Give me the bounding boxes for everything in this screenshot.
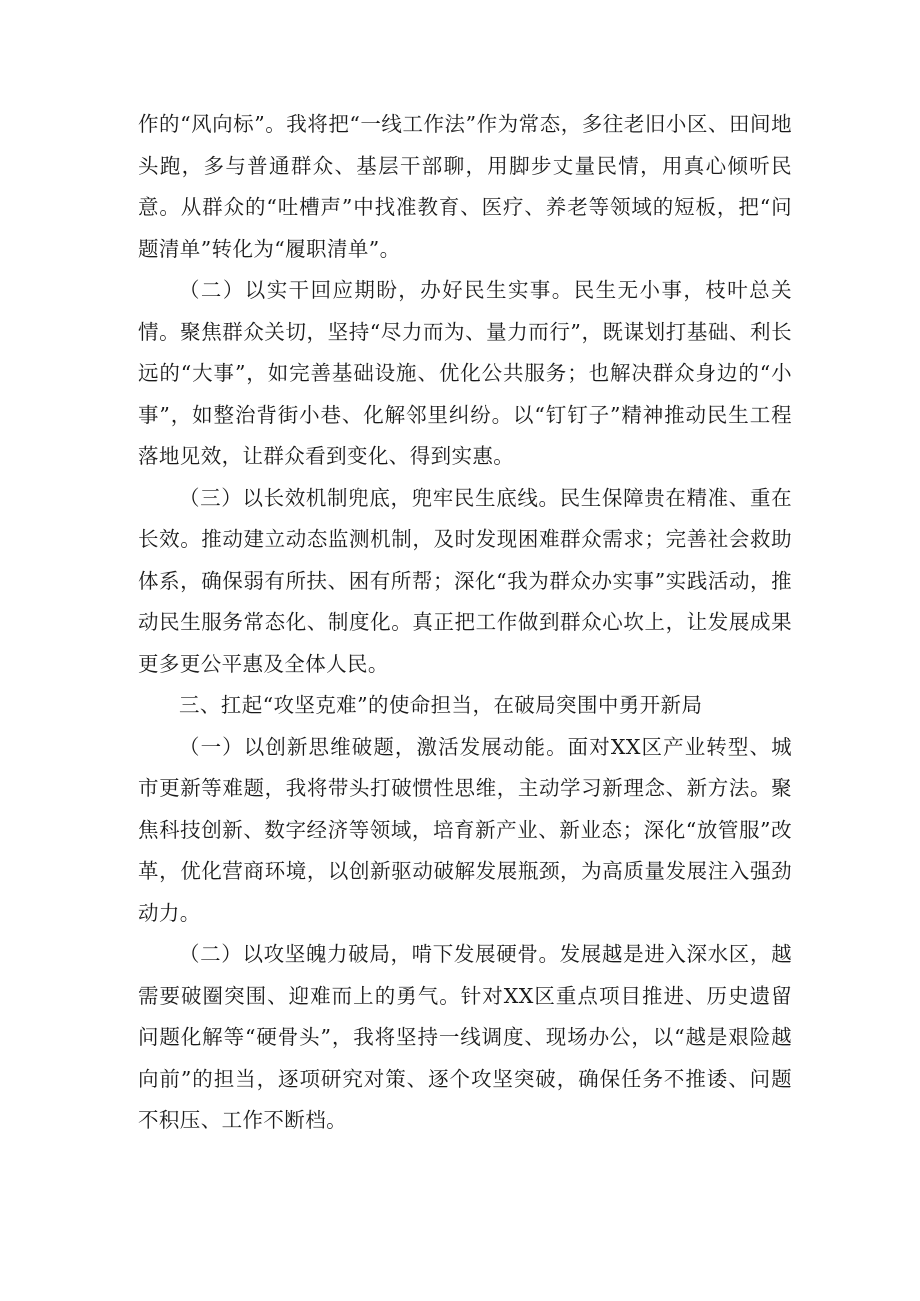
paragraph-continuation: 作的“风向标”。我将把“一线工作法”作为常态，多往老旧小区、田间地头跑，多与普通群众、基层干部聊，用脚步丈量民情，用真心倾听民意。从群众的“吐槽声”中找准教育、医疗、养老等领域的短板，把“问题清单”转化为“履职清单”。 bbox=[138, 112, 792, 261]
paragraph-breakthrough: （二）以攻坚魄力破局，啃下发展硬骨。发展越是进入深水区，越需要破圈突围、迎难而上的勇气。针对XX区重点项目推进、历史遗留问题化解等“硬骨头”，我将坚持一线调度、现场办公，以“越是艰险越向前”的担当，逐项研究对策、逐个攻坚突破，确保任务不推诿、问题不积压、工作不断档。 bbox=[138, 942, 792, 1132]
section-heading-three: 三、扛起“攻坚克难”的使命担当，在破局突围中勇开新局 bbox=[179, 693, 703, 717]
paragraph-livelihood-projects: （二）以实干回应期盼，办好民生实事。民生无小事，枝叶总关情。聚焦群众关切，坚持“尽力而为、量力而行”，既谋划打基础、利长远的“大事”，如完善基础设施、优化公共服务；也解决群众身边的“小事”，如整治背街小巷、化解邻里纠纷。以“钉钉子”精神推动民生工程落地见效，让群众看到变化、得到实惠。 bbox=[138, 278, 792, 468]
paragraph-innovative-thinking: （一）以创新思维破题，激活发展动能。面对XX区产业转型、城市更新等难题，我将带头打破惯性思维，主动学习新理念、新方法。聚焦科技创新、数字经济等领域，培育新产业、新业态；深化“放管服”改革，优化营商环境，以创新驱动破解发展瓶颈，为高质量发展注入强劲动力。 bbox=[138, 734, 792, 925]
document-body bbox=[138, 104, 792, 1142]
paragraph-long-term-mechanism: （三）以长效机制兜底，兜牢民生底线。民生保障贵在精准、重在长效。推动建立动态监测机制，及时发现困难群众需求；完善社会救助体系，确保弱有所扶、困有所帮；深化“我为群众办实事”实践活动，推动民生服务常态化、制度化。真正把工作做到群众心坎上，让发展成果更多更公平惠及全体人民。 bbox=[138, 485, 792, 676]
